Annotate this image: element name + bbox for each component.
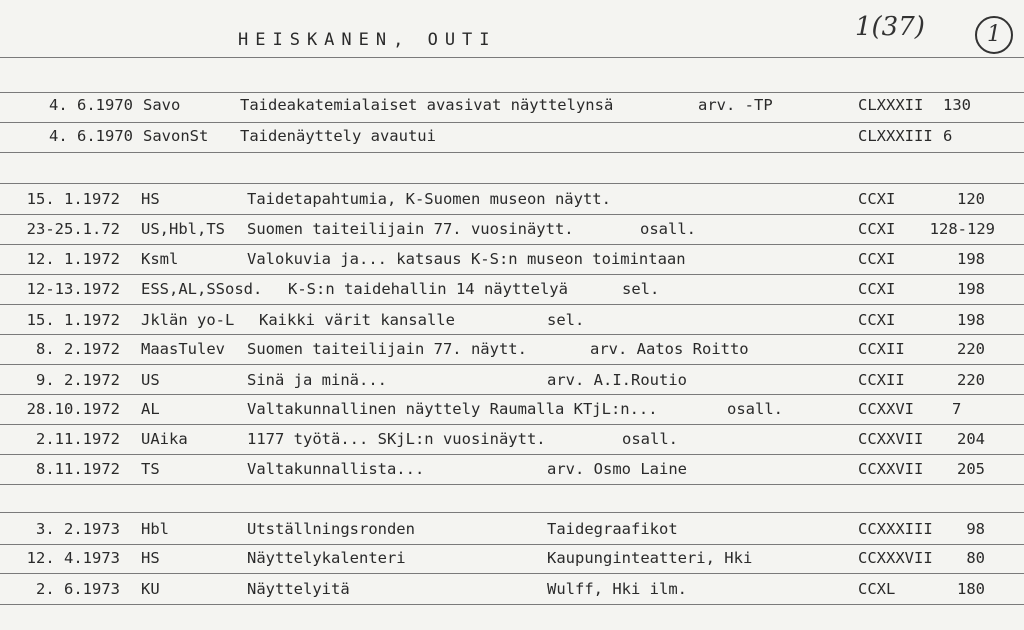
- divider: [0, 512, 1024, 513]
- entry-volume: CCXXVII: [858, 460, 924, 478]
- entry-title: Valokuvia ja... katsaus K-S:n museon toimintaan: [247, 250, 686, 268]
- entry-note: Taidegraafikot: [547, 520, 678, 538]
- divider: [0, 214, 1024, 215]
- entry-note: osall.: [622, 430, 678, 448]
- entry-date: 12-13.1972: [26, 280, 120, 298]
- entry-date: 15. 1.1972: [26, 190, 120, 208]
- divider: [0, 364, 1024, 365]
- handwritten-circled-number: 1: [975, 16, 1013, 54]
- list-item: [0, 188, 1024, 214]
- entry-title: Valtakunnallinen näyttely Raumalla KTjL:n...: [247, 400, 658, 418]
- divider: [0, 394, 1024, 395]
- entry-page: 205: [957, 460, 985, 478]
- list-item: [0, 125, 1024, 151]
- divider: [0, 244, 1024, 245]
- entry-source: TS: [141, 460, 160, 478]
- entry-source: UAika: [141, 430, 188, 448]
- entry-source: AL: [141, 400, 160, 418]
- entry-volume: CLXXXIII: [858, 127, 933, 145]
- list-item: [0, 518, 1024, 544]
- list-item: [0, 547, 1024, 573]
- entry-volume: CCXII: [858, 340, 905, 358]
- divider: [0, 424, 1024, 425]
- entry-source: Hbl: [141, 520, 169, 538]
- entry-note: Wulff, Hki ilm.: [547, 580, 687, 598]
- entry-source: US: [141, 371, 160, 389]
- entry-page: 7: [952, 400, 962, 418]
- entry-date: 12. 4.1973: [26, 549, 120, 567]
- entry-title: Taideakatemialaiset avasivat näyttelynsä: [240, 96, 614, 114]
- entry-source: HS: [141, 190, 160, 208]
- entry-date: 2.11.1972: [36, 430, 120, 448]
- entry-page: 130: [943, 96, 971, 114]
- entry-page: 220: [957, 371, 985, 389]
- entry-date: 4. 6.1970: [49, 127, 133, 145]
- list-item: [0, 248, 1024, 274]
- divider: [0, 92, 1024, 93]
- entry-page: 180: [957, 580, 985, 598]
- entry-volume: CCXI: [858, 280, 896, 298]
- entry-source: KU: [141, 580, 160, 598]
- divider: [0, 544, 1024, 545]
- entry-page: 204: [957, 430, 985, 448]
- entry-volume: CCXI: [858, 311, 896, 329]
- entry-date: 2. 6.1973: [36, 580, 120, 598]
- entry-title: Näyttelyitä: [247, 580, 350, 598]
- list-item: [0, 578, 1024, 604]
- entry-volume: CCXI: [858, 220, 896, 238]
- entry-volume: CCXII: [858, 371, 905, 389]
- divider: [0, 573, 1024, 574]
- card-title: HEISKANEN, OUTI: [238, 30, 497, 50]
- entry-date: 15. 1.1972: [26, 311, 120, 329]
- entry-volume: CCXXXVII: [858, 549, 933, 567]
- entry-date: 8. 2.1972: [36, 340, 120, 358]
- entry-note: sel.: [622, 280, 660, 298]
- divider: [0, 604, 1024, 605]
- divider: [0, 484, 1024, 485]
- entry-page: 128-129: [929, 220, 995, 238]
- entry-title: 1177 työtä... SKjL:n vuosinäytt.: [247, 430, 546, 448]
- entry-volume: CCXI: [858, 190, 896, 208]
- entry-page: 198: [957, 250, 985, 268]
- entry-note: arv. -TP: [698, 96, 773, 114]
- entry-title: Suomen taiteilijain 77. näytt.: [247, 340, 527, 358]
- entry-source: ESS,AL,SSosd.: [141, 280, 263, 298]
- entry-title: Suomen taiteilijain 77. vuosinäytt.: [247, 220, 574, 238]
- list-item: [0, 309, 1024, 335]
- list-item: [0, 369, 1024, 395]
- entry-note: arv. Osmo Laine: [547, 460, 687, 478]
- list-item: [0, 94, 1024, 120]
- entry-note: arv. A.I.Routio: [547, 371, 687, 389]
- entry-date: 4. 6.1970: [49, 96, 133, 114]
- entry-title: Taidenäyttely avautui: [240, 127, 436, 145]
- entry-page: 198: [957, 311, 985, 329]
- divider: [0, 183, 1024, 184]
- divider: [0, 454, 1024, 455]
- list-item: [0, 428, 1024, 454]
- entry-page: 120: [957, 190, 985, 208]
- entry-title: Sinä ja minä...: [247, 371, 387, 389]
- entry-source: Ksml: [141, 250, 179, 268]
- entry-volume: CCXL: [858, 580, 896, 598]
- entry-title: Näyttelykalenteri: [247, 549, 406, 567]
- list-item: [0, 398, 1024, 424]
- entry-page: 220: [957, 340, 985, 358]
- entry-note: arv. Aatos Roitto: [590, 340, 749, 358]
- entry-volume: CCXXVI: [858, 400, 914, 418]
- list-item: [0, 338, 1024, 364]
- list-item: [0, 278, 1024, 304]
- entry-title: Utställningsronden: [247, 520, 415, 538]
- entry-volume: CCXXVII: [858, 430, 924, 448]
- entry-source: MaasTulev: [141, 340, 225, 358]
- entry-note: Kaupunginteatteri, Hki: [547, 549, 753, 567]
- entry-date: 3. 2.1973: [36, 520, 120, 538]
- list-item: [0, 458, 1024, 484]
- entry-date: 12. 1.1972: [26, 250, 120, 268]
- entry-date: 23-25.1.72: [26, 220, 120, 238]
- entry-volume: CCXI: [858, 250, 896, 268]
- entry-page: 6: [943, 127, 953, 145]
- entry-title: Taidetapahtumia, K-Suomen museon näytt.: [247, 190, 611, 208]
- entry-title: Kaikki värit kansalle: [259, 311, 455, 329]
- card-header: [0, 0, 1024, 60]
- entry-note: sel.: [547, 311, 585, 329]
- entry-source: HS: [141, 549, 160, 567]
- entry-date: 9. 2.1972: [36, 371, 120, 389]
- divider: [0, 274, 1024, 275]
- divider: [0, 122, 1024, 123]
- divider: [0, 57, 1024, 58]
- entry-page: 198: [957, 280, 985, 298]
- entry-title: K-S:n taidehallin 14 näyttelyä: [288, 280, 568, 298]
- entry-source: Jklän yo-L: [141, 311, 235, 329]
- entry-page: 98: [966, 520, 985, 538]
- entry-volume: CCXXXIII: [858, 520, 933, 538]
- divider: [0, 152, 1024, 153]
- entry-volume: CLXXXII: [858, 96, 924, 114]
- divider: [0, 334, 1024, 335]
- handwritten-card-count: 1(37): [855, 12, 925, 42]
- list-item: [0, 218, 1024, 244]
- entry-source: SavonSt: [143, 127, 209, 145]
- entry-page: 80: [966, 549, 985, 567]
- entry-title: Valtakunnallista...: [247, 460, 425, 478]
- entry-source: Savo: [143, 96, 181, 114]
- entry-note: osall.: [727, 400, 783, 418]
- entry-date: 8.11.1972: [36, 460, 120, 478]
- entry-date: 28.10.1972: [26, 400, 120, 418]
- divider: [0, 304, 1024, 305]
- entry-note: osall.: [640, 220, 696, 238]
- entry-source: US,Hbl,TS: [141, 220, 225, 238]
